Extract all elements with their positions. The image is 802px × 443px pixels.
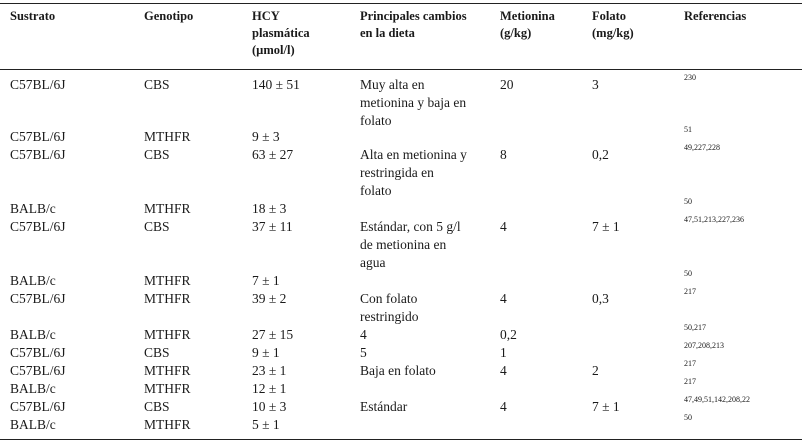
cell-hcy: 10 ± 3 [252, 399, 287, 414]
header-bottom-rule [0, 69, 802, 70]
cell-genotipo: CBS [144, 77, 170, 92]
cell-sustrato: C57BL/6J [10, 291, 66, 306]
cell-genotipo: CBS [144, 399, 170, 414]
cell-referencias: 217 [684, 287, 696, 296]
cell-hcy: 5 ± 1 [252, 417, 280, 432]
header-referencias: Referencias [684, 9, 747, 23]
cell-metionina: 4 [500, 219, 507, 234]
cell-hcy: 12 ± 1 [252, 381, 287, 396]
cell-metionina: 0,2 [500, 327, 517, 342]
cell-metionina: 8 [500, 147, 507, 162]
cell-sustrato: C57BL/6J [10, 399, 66, 414]
cell-referencias: 50 [684, 413, 692, 422]
cell-folato: 0,2 [592, 147, 609, 162]
cell-metionina: 20 [500, 77, 514, 92]
cell-hcy: 140 ± 51 [252, 77, 300, 92]
cell-genotipo: MTHFR [144, 129, 191, 144]
cell-genotipo: MTHFR [144, 273, 191, 288]
cell-sustrato: C57BL/6J [10, 129, 66, 144]
cell-hcy: 39 ± 2 [252, 291, 287, 306]
table-bottom-rule [0, 439, 802, 440]
cell-sustrato: C57BL/6J [10, 77, 66, 92]
cell-metionina: 4 [500, 363, 507, 378]
table-top-rule [0, 3, 802, 4]
cell-dieta-line: Con folato [360, 291, 418, 306]
cell-genotipo: CBS [144, 147, 170, 162]
header-dieta [360, 8, 467, 42]
header-metionina-line1: Metionina [500, 9, 555, 23]
header-hcy [252, 8, 310, 59]
header-hcy-line2: plasmática [252, 26, 310, 40]
cell-dieta-line: Estándar, con 5 g/l [360, 219, 461, 234]
header-hcy-line1: HCY [252, 9, 280, 23]
header-dieta-line2: en la dieta [360, 26, 415, 40]
header-folato-line2: (mg/kg) [592, 26, 634, 40]
cell-dieta-line: restringido [360, 309, 419, 324]
cell-sustrato: BALB/c [10, 327, 56, 342]
cell-metionina: 4 [500, 399, 507, 414]
cell-sustrato: BALB/c [10, 417, 56, 432]
cell-sustrato: C57BL/6J [10, 219, 66, 234]
cell-referencias: 49,227,228 [684, 143, 720, 152]
cell-hcy: 27 ± 15 [252, 327, 294, 342]
cell-referencias: 51 [684, 125, 692, 134]
cell-folato: 2 [592, 363, 599, 378]
header-dieta-line1: Principales cambios [360, 9, 467, 23]
cell-dieta-line: de metionina en [360, 237, 447, 252]
cell-sustrato: C57BL/6J [10, 147, 66, 162]
header-folato [592, 8, 634, 42]
cell-genotipo: MTHFR [144, 381, 191, 396]
cell-dieta-line: Baja en folato [360, 363, 436, 378]
header-sustrato: Sustrato [10, 9, 56, 23]
cell-dieta-line: metionina y baja en [360, 95, 467, 110]
cell-dieta-line: agua [360, 255, 386, 270]
cell-referencias: 50 [684, 197, 692, 206]
cell-genotipo: CBS [144, 345, 170, 360]
cell-hcy: 9 ± 1 [252, 345, 280, 360]
cell-referencias: 217 [684, 377, 696, 386]
cell-hcy: 23 ± 1 [252, 363, 287, 378]
cell-folato: 7 ± 1 [592, 399, 620, 414]
cell-genotipo: MTHFR [144, 363, 191, 378]
cell-sustrato: C57BL/6J [10, 363, 66, 378]
header-metionina [500, 8, 555, 42]
header-metionina-line2: (g/kg) [500, 26, 532, 40]
cell-dieta-line: Estándar [360, 399, 408, 414]
cell-referencias: 207,208,213 [684, 341, 724, 350]
cell-referencias: 50 [684, 269, 692, 278]
cell-folato: 0,3 [592, 291, 609, 306]
cell-folato: 7 ± 1 [592, 219, 620, 234]
cell-sustrato: BALB/c [10, 381, 56, 396]
cell-hcy: 18 ± 3 [252, 201, 287, 216]
cell-referencias: 50,217 [684, 323, 706, 332]
cell-dieta-line: restringida en [360, 165, 434, 180]
cell-dieta-line: Alta en metionina y [360, 147, 467, 162]
cell-dieta-line: folato [360, 183, 392, 198]
cell-hcy: 7 ± 1 [252, 273, 280, 288]
cell-dieta-line: Muy alta en [360, 77, 425, 92]
header-folato-line1: Folato [592, 9, 627, 23]
cell-referencias: 217 [684, 359, 696, 368]
cell-genotipo: MTHFR [144, 417, 191, 432]
cell-referencias: 47,51,213,227,236 [684, 215, 744, 224]
cell-metionina: 4 [500, 291, 507, 306]
cell-folato: 3 [592, 77, 599, 92]
cell-hcy: 63 ± 27 [252, 147, 294, 162]
header-hcy-line3: (µmol/l) [252, 43, 295, 57]
cell-referencias: 230 [684, 73, 696, 82]
cell-genotipo: CBS [144, 219, 170, 234]
cell-dieta-line: 4 [360, 327, 367, 342]
cell-genotipo: MTHFR [144, 201, 191, 216]
cell-dieta-line: folato [360, 113, 392, 128]
cell-dieta-line: 5 [360, 345, 367, 360]
cell-hcy: 37 ± 11 [252, 219, 293, 234]
cell-hcy: 9 ± 3 [252, 129, 280, 144]
cell-sustrato: C57BL/6J [10, 345, 66, 360]
cell-genotipo: MTHFR [144, 291, 191, 306]
cell-referencias: 47,49,51,142,208,22 [684, 395, 750, 404]
cell-sustrato: BALB/c [10, 201, 56, 216]
cell-genotipo: MTHFR [144, 327, 191, 342]
cell-sustrato: BALB/c [10, 273, 56, 288]
cell-metionina: 1 [500, 345, 507, 360]
header-genotipo: Genotipo [144, 9, 194, 23]
